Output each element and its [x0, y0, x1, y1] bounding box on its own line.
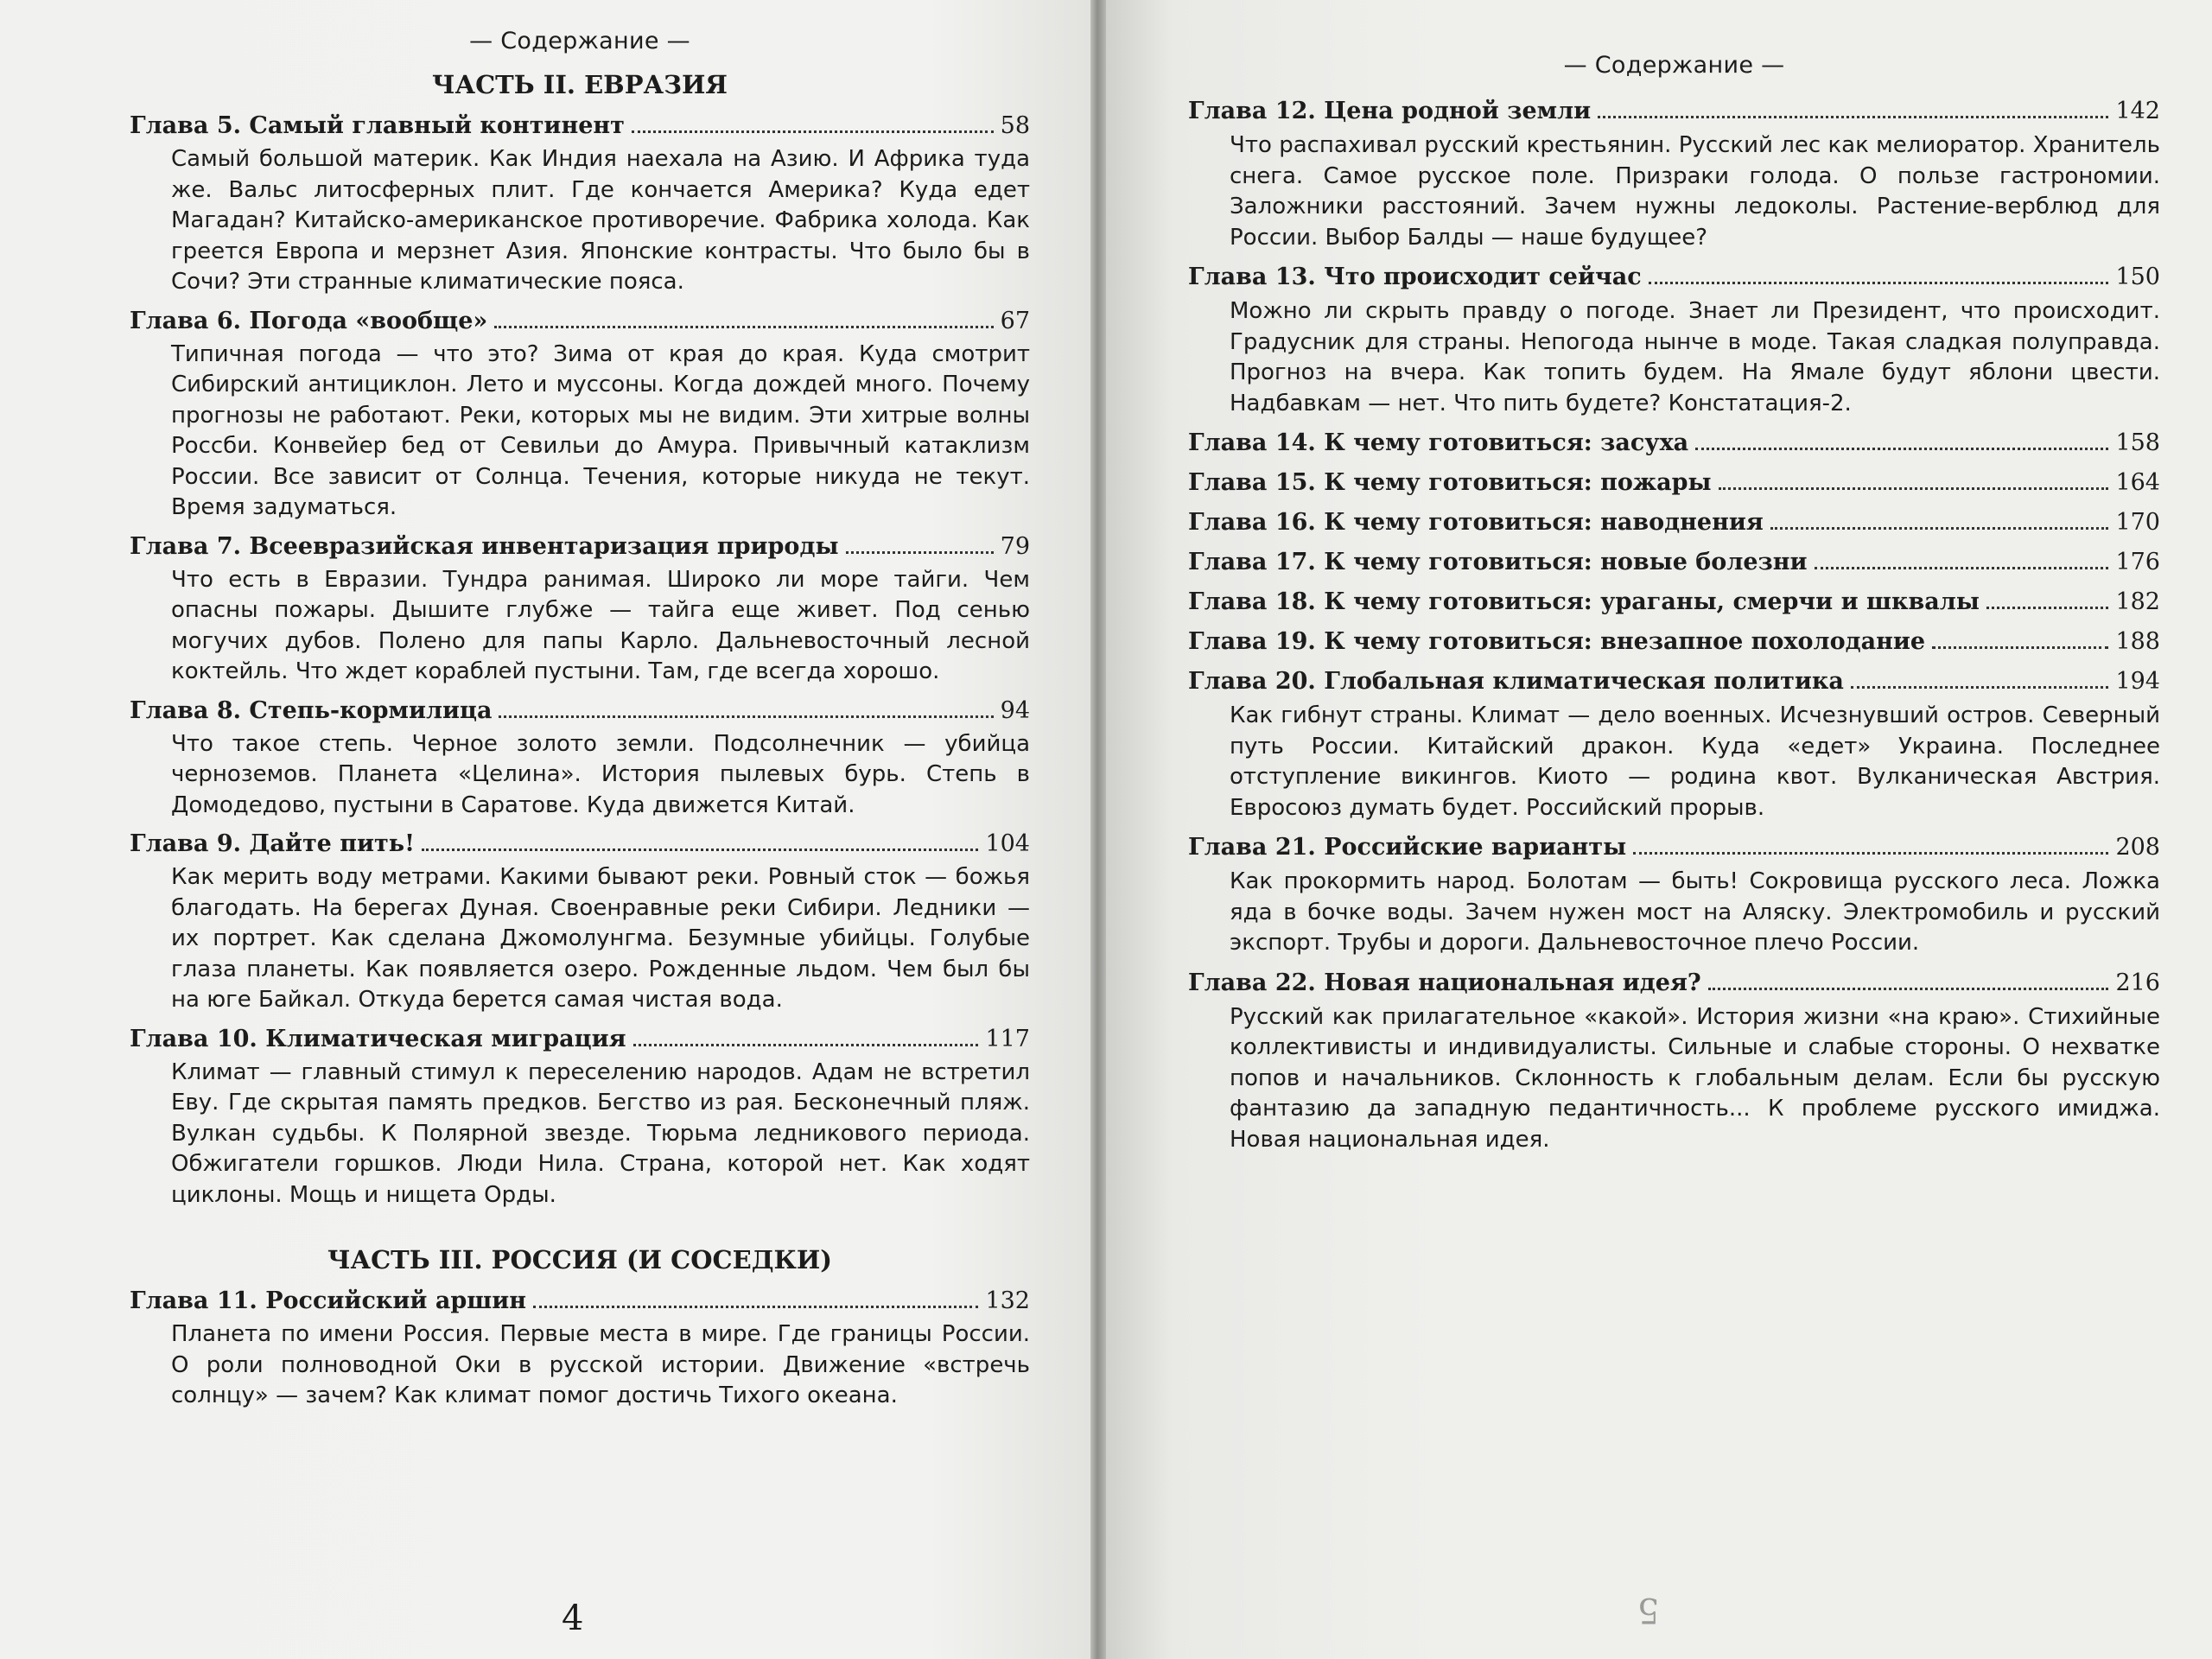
chapter-description: Что такое степь. Черное золото земли. Подсолнечник — убийца черноземов. Планета «Целина». История пылевых бурь. Степь в Домодедово, пустыни в Саратове. Куда движется Китай. — [171, 730, 1030, 818]
chapter-page-number: 216 — [2115, 969, 2160, 996]
toc-entry — [1188, 830, 2160, 959]
chapter-title: Глава 15. К чему готовиться: пожары — [1188, 469, 1712, 496]
chapter-page-number: 182 — [2115, 588, 2160, 615]
toc-entry — [130, 531, 1030, 688]
dot-leader — [533, 1306, 978, 1308]
chapter-description: Планета по имени Россия. Первые места в мире. Где границы России. О роли полноводной Оки в русской истории. Движение «встречь солнцу» — зачем? Как климат помог достичь Тихого океана. — [171, 1321, 1030, 1408]
toc-entry — [130, 695, 1030, 822]
dot-leader — [1598, 116, 2108, 118]
toc-list-part2 — [130, 110, 1030, 1211]
toc-entry — [1188, 466, 2160, 500]
chapter-title: Глава 18. К чему готовиться: ураганы, смерчи и шквалы — [1188, 588, 1980, 615]
dot-leader — [846, 551, 994, 554]
chapter-page-number: 58 — [1000, 112, 1030, 139]
chapter-title: Глава 13. Что происходит сейчас — [1188, 264, 1642, 290]
chapter-title: Глава 10. Климатическая миграция — [130, 1025, 626, 1052]
chapter-page-number: 208 — [2115, 834, 2160, 861]
right-page — [1106, 0, 2212, 1659]
toc-entry — [1188, 426, 2160, 461]
toc-entry-line — [1188, 664, 2160, 699]
toc-entry-line — [1188, 830, 2160, 865]
chapter-page-number: 117 — [985, 1025, 1030, 1052]
chapter-page-number: 188 — [2115, 628, 2160, 655]
toc-entry-line — [1188, 545, 2160, 580]
page-number-show-through: 5 — [1637, 1590, 1660, 1630]
chapter-description: Что распахивал русский крестьянин. Русский лес как мелиоратор. Хранитель снега. Самое русское поле. Призраки голода. О пользе гастрономии. Заложники расстояний. Зачем нужны ледоколы. Растение-верблюд для России. Выбор Балды — наше будущее? — [1230, 132, 2160, 251]
left-page — [0, 0, 1090, 1659]
dot-leader — [1932, 646, 2108, 649]
chapter-page-number: 164 — [2115, 469, 2160, 496]
toc-entry — [130, 305, 1030, 524]
chapter-title: Глава 8. Степь-кормилица — [130, 696, 493, 724]
chapter-title: Глава 19. К чему готовиться: внезапное похолодание — [1188, 628, 1926, 655]
chapter-title: Глава 9. Дайте пить! — [130, 830, 415, 857]
chapter-page-number: 104 — [985, 830, 1030, 857]
chapter-page-number: 150 — [2115, 264, 2160, 290]
toc-entry — [130, 828, 1030, 1016]
chapter-title: Глава 12. Цена родной земли — [1188, 98, 1592, 124]
toc-entry-line — [1188, 585, 2160, 620]
chapter-title: Глава 21. Российские варианты — [1188, 834, 1627, 861]
chapter-title: Глава 7. Всеевразийская инвентаризация природы — [130, 532, 839, 560]
toc-list-part3 — [130, 1285, 1030, 1412]
chapter-page-number: 94 — [1000, 696, 1030, 724]
dot-leader — [1695, 448, 2108, 450]
toc-entry-line — [130, 1023, 1030, 1056]
dot-leader — [1649, 282, 2109, 284]
toc-entry-line — [130, 110, 1030, 143]
toc-entry-line — [1188, 966, 2160, 1001]
chapter-page-number: 142 — [2115, 98, 2160, 124]
chapter-page-number: 158 — [2115, 429, 2160, 456]
dot-leader — [633, 1044, 979, 1046]
chapter-page-number: 170 — [2115, 509, 2160, 536]
chapter-title: Глава 16. К чему готовиться: наводнения — [1188, 509, 1764, 536]
chapter-description: Как прокормить народ. Болотам — быть! Сокровища русского леса. Ложка яда в бочке воды. Зачем нужен мост на Аляску. Электромобиль и русский экспорт. Трубы и дороги. Дальневосточное плечо России. — [1230, 868, 2160, 956]
chapter-page-number: 132 — [985, 1287, 1030, 1314]
part-title: ЧАСТЬ II. ЕВРАЗИЯ — [431, 70, 728, 99]
dot-leader — [1851, 686, 2109, 689]
dot-leader — [499, 715, 993, 718]
chapter-description: Как мерить воду метрами. Какими бывают реки. Ровный сток — божья благодать. На берегах Дуная. Своенравные реки Сибири. Ледники — их портрет. Как сделана Джомолунгма. Безумные убийцы. Голубые глаза планеты. Как появляется озеро. Рожденные льдом. Чем был бы на юге Байкал. Откуда берется самая чистая вода. — [171, 864, 1030, 1013]
dot-leader — [494, 326, 993, 328]
toc-entry-line — [1188, 466, 2160, 500]
toc-entry-line — [1188, 426, 2160, 461]
toc-entry — [1188, 585, 2160, 620]
chapter-description: Можно ли скрыть правду о погоде. Знает ли Президент, что происходит. Градусник для страны. Непогода нынче в моде. Такая сладкая полуправда. Прогноз на вчера. Как топить будем. На Ямале будут яблони цвести. Надбавкам — нет. Что пить будете? Констатация-2. — [1230, 298, 2160, 416]
toc-entry — [1188, 625, 2160, 659]
dot-leader — [1719, 487, 2109, 490]
toc-entry — [1188, 260, 2160, 419]
page-number: 4 — [562, 1599, 584, 1638]
chapter-title: Глава 17. К чему готовиться: новые болезни — [1188, 549, 1808, 575]
chapter-description: Русский как прилагательное «какой». История жизни «на краю». Стихийные коллективисты и индивидуалисты. Сильные и слабые стороны. О нехватке попов и начальников. Склонность к глобальным делам. Если бы русскую фантазию да западную педантичность... К проблеме русского имиджа. Новая национальная идея. — [1230, 1003, 2160, 1153]
chapter-page-number: 194 — [2115, 668, 2160, 695]
book-gutter — [1090, 0, 1106, 1659]
dot-leader — [1770, 527, 2109, 530]
chapter-title: Глава 20. Глобальная климатическая политика — [1188, 668, 1844, 695]
toc-entry-line — [130, 1285, 1030, 1318]
dot-leader — [1986, 607, 2109, 609]
toc-entry-line — [130, 305, 1030, 338]
dot-leader — [1815, 567, 2109, 569]
chapter-title: Глава 11. Российский аршин — [130, 1287, 527, 1314]
toc-entry — [1188, 505, 2160, 540]
dot-leader — [632, 130, 994, 133]
toc-entry-line — [1188, 625, 2160, 659]
toc-list — [1188, 94, 2160, 1155]
chapter-title: Глава 5. Самый главный континент — [130, 112, 625, 139]
toc-entry-line — [130, 828, 1030, 861]
dot-leader — [1708, 988, 2109, 990]
running-head: — Содержание — — [469, 28, 690, 54]
running-head: — Содержание — — [1563, 52, 1785, 79]
toc-entry-line — [130, 695, 1030, 728]
chapter-description: Как гибнут страны. Климат — дело военных. Исчезнувший остров. Северный путь России. Китайский дракон. Куда «едет» Украина. Последнее отступление викингов. Киото — родина квот. Вулканическая Австрия. Евросоюз думать будет. Российский прорыв. — [1230, 702, 2160, 821]
chapter-title: Глава 22. Новая национальная идея? — [1188, 969, 1701, 996]
chapter-title: Глава 14. К чему готовиться: засуха — [1188, 429, 1689, 456]
chapter-description: Типичная погода — что это? Зима от края до края. Куда смотрит Сибирский антициклон. Лето и муссоны. Когда дождей много. Почему прогнозы не работают. Реки, которых мы не видим. Эти хитрые волны Россби. Конвейер бед от Севильи до Амура. Привычный катаклизм России. Все зависит от Солнца. Течения, которые никуда не текут. Время задуматься. — [171, 340, 1030, 520]
toc-entry-line — [130, 531, 1030, 563]
chapter-page-number: 79 — [1000, 532, 1030, 560]
toc-entry — [130, 1023, 1030, 1211]
toc-entry-line — [1188, 260, 2160, 295]
toc-entry — [1188, 94, 2160, 253]
toc-entry — [1188, 966, 2160, 1156]
chapter-description: Что есть в Евразии. Тундра ранимая. Широко ли море тайги. Чем опасны пожары. Дышите глубже — тайга еще живет. Под сенью могучих дубов. Полено для папы Карло. Дальневосточный лесной коктейль. Что ждет кораблей пустыни. Там, где всегда хорошо. — [171, 566, 1030, 684]
chapter-page-number: 176 — [2115, 549, 2160, 575]
toc-entry-line — [1188, 94, 2160, 129]
chapter-description: Самый большой материк. Как Индия наехала на Азию. И Африка туда же. Вальс литосферных плит. Где кончается Америка? Куда едет Магадан? Китайско-американское противоречие. Фабрика холода. Как греется Европа и мерзнет Азия. Японские контрасты. Что было бы в Сочи? Эти странные климатические пояса. — [171, 146, 1030, 295]
toc-entry — [1188, 664, 2160, 823]
dot-leader — [1633, 852, 2108, 855]
dot-leader — [422, 849, 979, 851]
chapter-page-number: 67 — [1000, 307, 1030, 334]
toc-entry — [1188, 545, 2160, 580]
part-title: ЧАСТЬ III. РОССИЯ (И СОСЕДКИ) — [327, 1245, 832, 1274]
chapter-description: Климат — главный стимул к переселению народов. Адам не встретил Еву. Где скрытая память предков. Бегство из рая. Бесконечный пляж. Вулкан судьбы. К Полярной звезде. Тюрьма ледникового периода. Обжигатели горшков. Люди Нила. Страна, которой нет. Как ходят циклоны. Мощь и нищета Орды. — [171, 1058, 1030, 1208]
toc-entry — [130, 1285, 1030, 1412]
toc-entry — [130, 110, 1030, 298]
chapter-title: Глава 6. Погода «вообще» — [130, 307, 488, 334]
toc-entry-line — [1188, 505, 2160, 540]
